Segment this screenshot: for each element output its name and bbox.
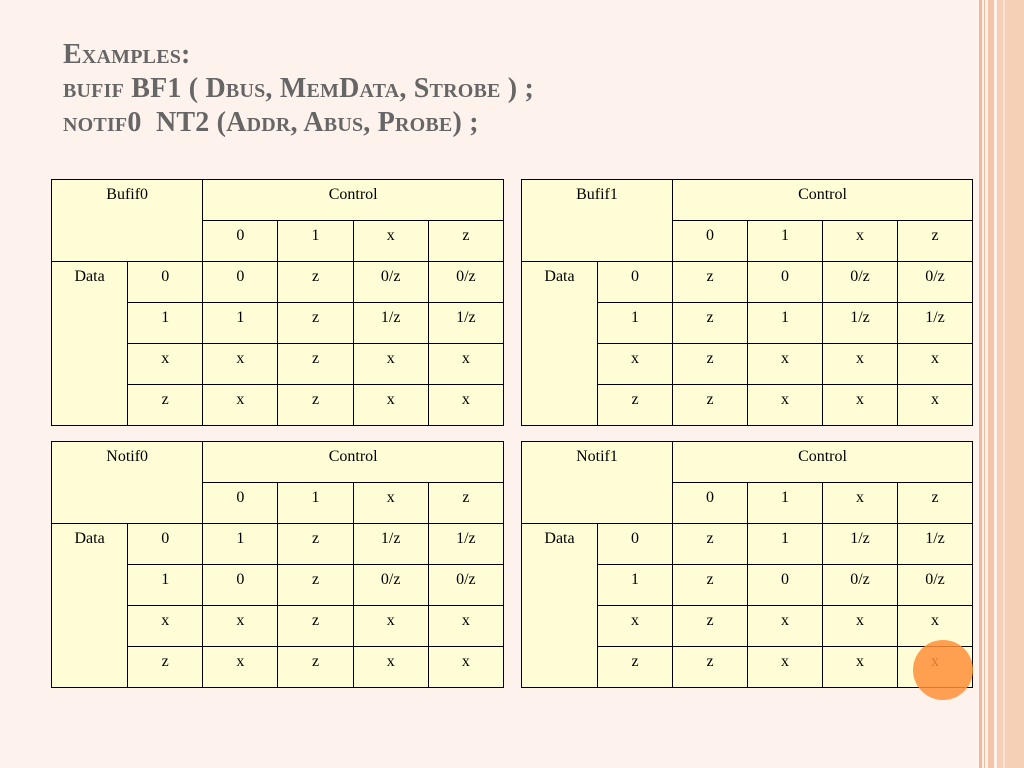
corner-cell bbox=[522, 221, 673, 262]
data-value: z bbox=[598, 385, 673, 426]
data-header-spacer bbox=[52, 565, 128, 606]
title-line-2: bufif BF1 ( Dbus, MemData, Strobe ) ; bbox=[63, 73, 534, 104]
output-cell: x bbox=[823, 606, 898, 647]
output-cell: z bbox=[673, 647, 748, 688]
output-cell: z bbox=[673, 344, 748, 385]
output-cell: z bbox=[278, 565, 353, 606]
table-name-cell: Bufif0 bbox=[52, 180, 203, 221]
truth-table-bufif0 bbox=[51, 179, 504, 426]
output-cell: z bbox=[278, 344, 353, 385]
control-value: 1 bbox=[748, 483, 823, 524]
output-cell: 1/z bbox=[428, 524, 503, 565]
data-value: 0 bbox=[598, 524, 673, 565]
data-value: x bbox=[128, 606, 203, 647]
data-value: x bbox=[598, 606, 673, 647]
output-cell: x bbox=[823, 385, 898, 426]
output-cell: 1/z bbox=[898, 303, 973, 344]
data-header-spacer bbox=[522, 303, 598, 344]
output-cell: z bbox=[278, 262, 353, 303]
output-cell: 0 bbox=[203, 565, 278, 606]
output-cell: x bbox=[353, 606, 428, 647]
data-value: 1 bbox=[128, 303, 203, 344]
output-cell: x bbox=[823, 647, 898, 688]
output-cell: z bbox=[278, 606, 353, 647]
data-header-spacer bbox=[52, 385, 128, 426]
data-header-spacer bbox=[522, 647, 598, 688]
data-value: 0 bbox=[128, 524, 203, 565]
output-cell: 0/z bbox=[353, 262, 428, 303]
output-cell: x bbox=[203, 344, 278, 385]
output-cell: x bbox=[353, 344, 428, 385]
control-header: Control bbox=[203, 442, 504, 483]
output-cell: 0/z bbox=[823, 262, 898, 303]
control-header: Control bbox=[673, 180, 973, 221]
control-value: z bbox=[428, 483, 503, 524]
control-value: 0 bbox=[203, 483, 278, 524]
data-header: Data bbox=[522, 262, 598, 303]
data-value: x bbox=[598, 344, 673, 385]
output-cell: z bbox=[278, 303, 353, 344]
control-value: z bbox=[428, 221, 503, 262]
table-name-cell: Notif0 bbox=[52, 442, 203, 483]
decorative-stripe bbox=[984, 0, 985, 768]
output-cell: 0 bbox=[203, 262, 278, 303]
output-cell: z bbox=[278, 524, 353, 565]
output-cell: 0/z bbox=[823, 565, 898, 606]
data-header-spacer bbox=[522, 344, 598, 385]
control-value: 0 bbox=[673, 221, 748, 262]
control-value: 1 bbox=[748, 221, 823, 262]
cursor-highlight bbox=[913, 640, 973, 700]
corner-cell bbox=[522, 483, 673, 524]
output-cell: x bbox=[748, 344, 823, 385]
output-cell: 1 bbox=[203, 303, 278, 344]
decorative-stripe bbox=[979, 0, 982, 768]
output-cell: z bbox=[673, 262, 748, 303]
output-cell: z bbox=[673, 385, 748, 426]
table-name-cell: Bufif1 bbox=[522, 180, 673, 221]
output-cell: 0/z bbox=[428, 565, 503, 606]
output-cell: 1/z bbox=[353, 303, 428, 344]
data-value: 1 bbox=[598, 303, 673, 344]
data-header-spacer bbox=[52, 606, 128, 647]
control-header: Control bbox=[203, 180, 504, 221]
data-value: z bbox=[598, 647, 673, 688]
control-header: Control bbox=[673, 442, 973, 483]
output-cell: z bbox=[673, 565, 748, 606]
data-header: Data bbox=[52, 262, 128, 303]
output-cell: x bbox=[748, 606, 823, 647]
truth-table-bufif1 bbox=[521, 179, 973, 426]
control-value: x bbox=[353, 483, 428, 524]
data-value: 0 bbox=[128, 262, 203, 303]
output-cell: x bbox=[428, 344, 503, 385]
slide-title bbox=[63, 38, 534, 140]
data-value: x bbox=[128, 344, 203, 385]
data-value: z bbox=[128, 385, 203, 426]
output-cell: 1 bbox=[748, 303, 823, 344]
output-cell: z bbox=[673, 524, 748, 565]
output-cell: x bbox=[203, 606, 278, 647]
control-value: 0 bbox=[673, 483, 748, 524]
truth-table-notif0 bbox=[51, 441, 504, 688]
decorative-stripe bbox=[1003, 0, 1005, 768]
output-cell: z bbox=[673, 303, 748, 344]
truth-table-notif1 bbox=[521, 441, 973, 688]
output-cell: x bbox=[428, 606, 503, 647]
control-value: x bbox=[823, 221, 898, 262]
data-value: 0 bbox=[598, 262, 673, 303]
data-value: z bbox=[128, 647, 203, 688]
output-cell: z bbox=[278, 647, 353, 688]
decorative-stripe bbox=[997, 0, 1024, 768]
output-cell: x bbox=[898, 606, 973, 647]
table-name-cell: Notif1 bbox=[522, 442, 673, 483]
control-value: x bbox=[353, 221, 428, 262]
output-cell: x bbox=[203, 647, 278, 688]
data-header-spacer bbox=[52, 647, 128, 688]
control-value: 1 bbox=[278, 483, 353, 524]
control-value: 0 bbox=[203, 221, 278, 262]
output-cell: 0/z bbox=[898, 262, 973, 303]
output-cell: x bbox=[353, 385, 428, 426]
data-value: 1 bbox=[128, 565, 203, 606]
title-line-3: notif0 NT2 (Addr, Abus, Probe) ; bbox=[63, 107, 479, 138]
control-value: x bbox=[823, 483, 898, 524]
output-cell: x bbox=[748, 647, 823, 688]
output-cell: x bbox=[353, 647, 428, 688]
data-header-spacer bbox=[522, 565, 598, 606]
output-cell: x bbox=[898, 344, 973, 385]
output-cell: x bbox=[428, 385, 503, 426]
data-header-spacer bbox=[52, 303, 128, 344]
data-header-spacer bbox=[52, 344, 128, 385]
data-header: Data bbox=[522, 524, 598, 565]
corner-cell bbox=[52, 483, 203, 524]
output-cell: 1 bbox=[748, 524, 823, 565]
output-cell: 0/z bbox=[428, 262, 503, 303]
data-header-spacer bbox=[522, 606, 598, 647]
output-cell: 0/z bbox=[898, 565, 973, 606]
control-value: 1 bbox=[278, 221, 353, 262]
output-cell: 1/z bbox=[823, 303, 898, 344]
output-cell: z bbox=[673, 606, 748, 647]
output-cell: 1/z bbox=[428, 303, 503, 344]
control-value: z bbox=[898, 483, 973, 524]
title-line-1: Examples: bbox=[63, 39, 191, 70]
output-cell: 0 bbox=[748, 262, 823, 303]
output-cell: x bbox=[428, 647, 503, 688]
data-value: 1 bbox=[598, 565, 673, 606]
output-cell: x bbox=[748, 385, 823, 426]
control-value: z bbox=[898, 221, 973, 262]
corner-cell bbox=[52, 221, 203, 262]
output-cell: x bbox=[823, 344, 898, 385]
output-cell: x bbox=[203, 385, 278, 426]
decorative-stripe bbox=[988, 0, 994, 768]
data-header: Data bbox=[52, 524, 128, 565]
output-cell: z bbox=[278, 385, 353, 426]
output-cell: 1 bbox=[203, 524, 278, 565]
output-cell: 0 bbox=[748, 565, 823, 606]
output-cell: 1/z bbox=[823, 524, 898, 565]
output-cell: 1/z bbox=[353, 524, 428, 565]
output-cell: 0/z bbox=[353, 565, 428, 606]
data-header-spacer bbox=[522, 385, 598, 426]
output-cell: x bbox=[898, 385, 973, 426]
output-cell: 1/z bbox=[898, 524, 973, 565]
